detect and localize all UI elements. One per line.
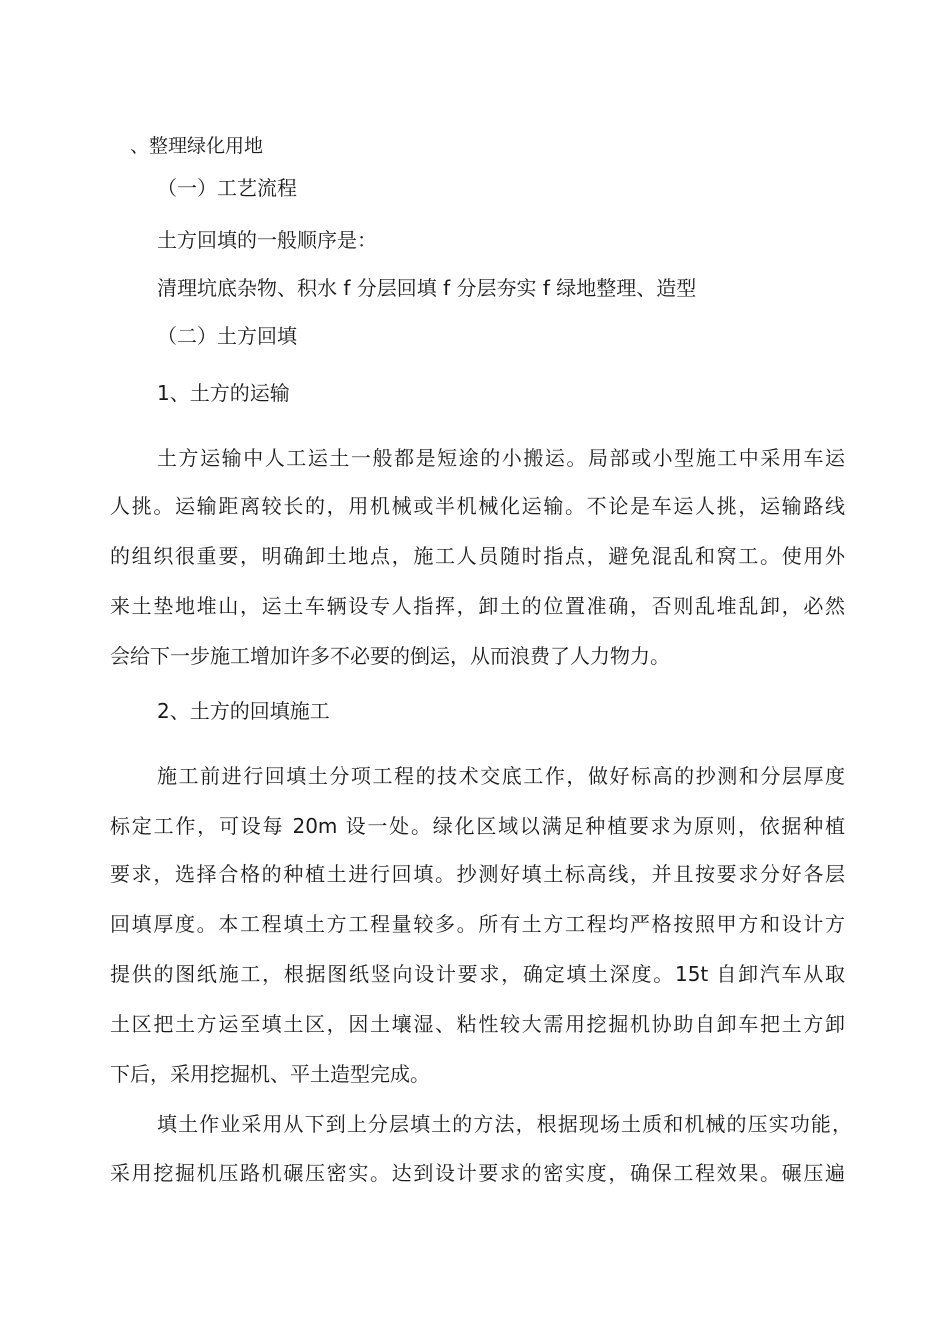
paragraph-line: 回填厚度。本工程填土方工程量较多。所有土方工程均严格按照甲方和设计方 xyxy=(110,912,845,936)
item-title-backfill: 2、土方的回填施工 xyxy=(157,699,330,723)
section-title: 、整理绿化用地 xyxy=(130,135,264,157)
paragraph-line: 提供的图纸施工，根据图纸竖向设计要求，确定填土深度。15t 自卸汽车从取 xyxy=(110,962,845,986)
subsection-title-backfill: （二）土方回填 xyxy=(157,324,297,348)
paragraph-line: 土方运输中人工运土一般都是短途的小搬运。局部或小型施工中采用车运 xyxy=(157,446,845,470)
paragraph-line: 标定工作，可设每 20m 设一处。绿化区域以满足种植要求为原则，依据种植 xyxy=(110,814,845,838)
paragraph-line: 要求，选择合格的种植土进行回填。抄测好填土标高线，并且按要求分好各层 xyxy=(110,862,845,886)
paragraph-line: 人挑。运输距离较长的，用机械或半机械化运输。不论是车运人挑，运输路线 xyxy=(110,494,845,518)
paragraph-line: 的组织很重要，明确卸土地点，施工人员随时指点，避免混乱和窝工。使用外 xyxy=(110,544,845,568)
paragraph-line: 土区把土方运至填土区，因土壤湿、粘性较大需用挖掘机协助自卸车把土方卸 xyxy=(110,1012,845,1036)
paragraph-line: 下后，采用挖掘机、平土造型完成。 xyxy=(110,1062,430,1086)
process-flow-text: 清理坑底杂物、积水 f 分层回填 f 分层夯实 f 绿地整理、造型 xyxy=(157,276,697,300)
intro-text: 土方回填的一般顺序是： xyxy=(157,228,377,252)
item-title-transport: 1、土方的运输 xyxy=(157,381,290,405)
paragraph-line: 采用挖掘机压路机碾压密实。达到设计要求的密实度，确保工程效果。碾压遍 xyxy=(110,1161,845,1185)
paragraph-line: 填土作业采用从下到上分层填土的方法，根据现场土质和机械的压实功能， xyxy=(157,1112,852,1136)
subsection-title-process: （一）工艺流程 xyxy=(157,176,297,200)
paragraph-line: 施工前进行回填土分项工程的技术交底工作，做好标高的抄测和分层厚度 xyxy=(157,764,845,788)
paragraph-line: 来土垫地堆山，运土车辆设专人指挥，卸土的位置准确，否则乱堆乱卸，必然 xyxy=(110,594,845,618)
paragraph-line: 会给下一步施工增加许多不必要的倒运，从而浪费了人力物力。 xyxy=(110,644,670,668)
